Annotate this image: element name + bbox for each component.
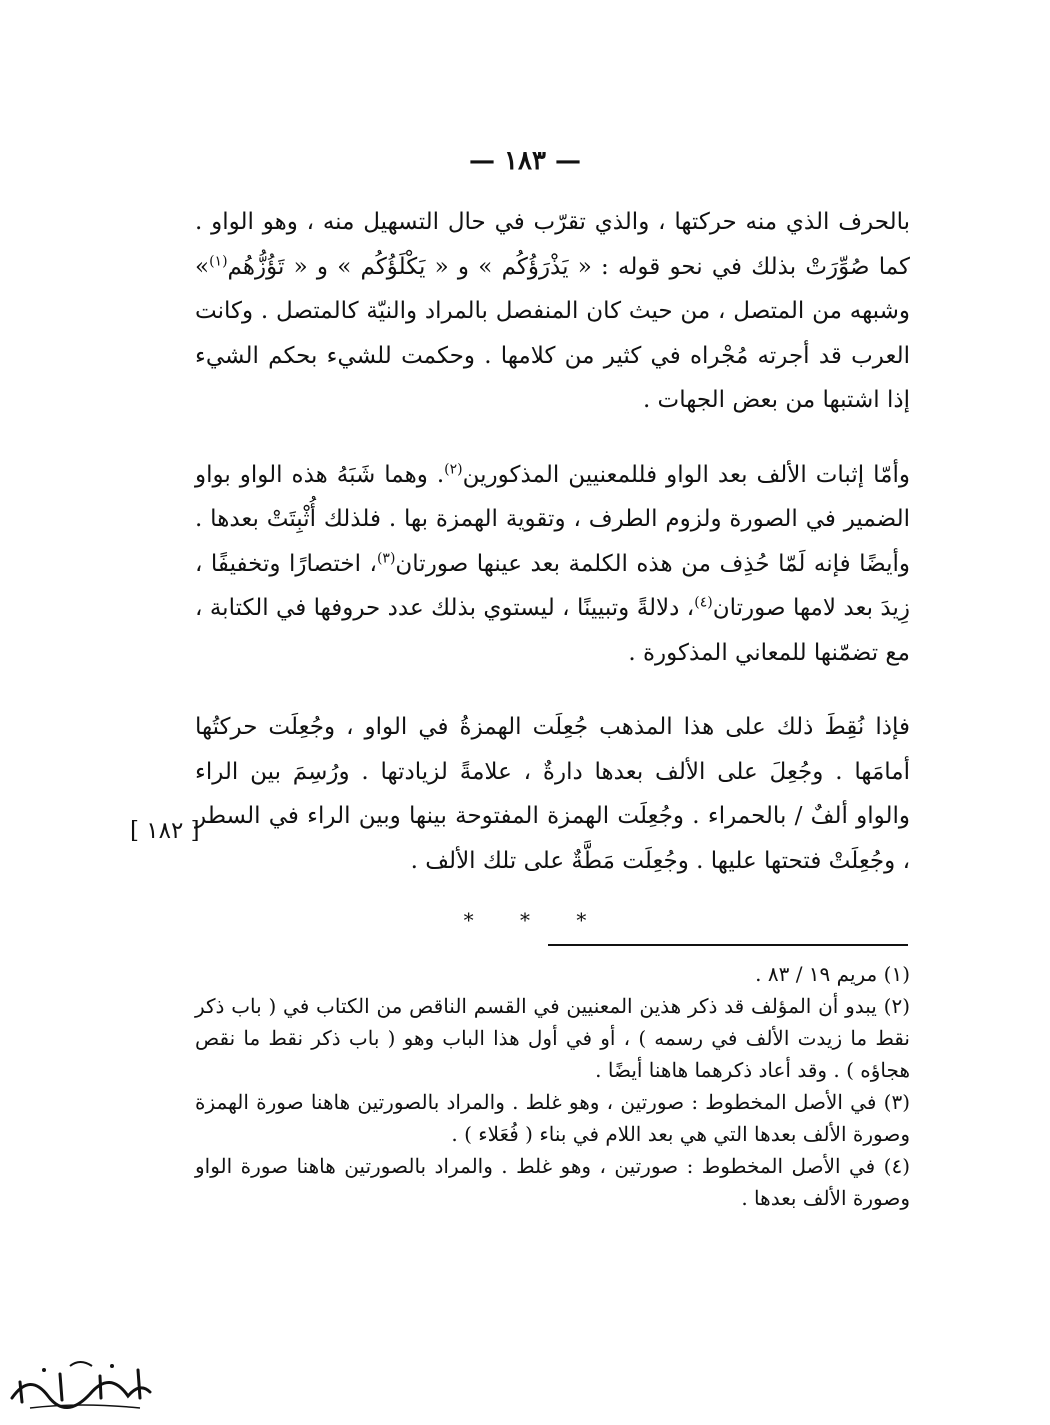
paragraph-1-text-cont: » وشبهه من المتصل ، من حيث كان المنفصل بالمراد والنيّة كالمتصل . وكانت العرب قد أجرته مُجْراه في كثير من كلامها . وحكمت للشيء بحكم الشيء إذا اشتبها من بعض الجهات . [195,253,910,413]
footnote-4: (٤) في الأصل المخطوط : صورتين ، وهو غلط . والمراد بالصورتين هاهنا صورة الواو وصورة الألف بعدها . [195,1154,910,1210]
paragraph-1-text: بالحرف الذي منه حركتها ، والذي تقرّب في حال التسهيل منه ، وهو الواو . كما صُوِّرَتْ بذلك في نحو قوله : « يَذْرَؤُكُم » و « يَكْلَؤُكُم » و « تَؤُزُّهُم [195,209,910,280]
paragraph-2 [195,453,910,676]
main-text [195,200,910,883]
footnote-1: (١) مريم ١٩ / ٨٣ . [755,962,910,986]
paragraph-2-text-cont2: ، اختصارًا وتخفيفًا ، زِيدَ بعد لامها صورتان [195,550,910,621]
section-separator: * * * [463,908,587,932]
paragraph-2-text: وأمّا إثبات الألف بعد الواو فللمعنيين المذكورين [462,461,910,488]
footnotes [195,958,910,1214]
footnote-3: (٣) في الأصل المخطوط : صورتين ، وهو غلط . والمراد بالصورتين هاهنا صورة الهمزة وصورة الألف بعدها التي هي بعد اللام في بناء ( فُعَلاء ) . [195,1090,910,1146]
paragraph-2-text-cont: . وهما شَبَهُ هذه الواو بواو الضمير في الصورة ولزوم الطرف ، وتقوية الهمزة بها . فلذلك أُثْبِتَتْ بعدها . وأيضًا فإنه لَمّا حُذِف من هذه الكلمة بعد عينها صورتان [195,461,910,577]
paragraph-1 [195,200,910,423]
footnote-ref-2: (٢) [444,460,463,477]
footnote-rule [548,944,908,946]
paragraph-3-text: فإذا نُقِطَ ذلك على هذا المذهب جُعِلَت الهمزةُ في الواو ، وجُعِلَت حركتُها أمامَها . وجُعِلَ على الألف بعدها دارةٌ ، علامةً لزيادتها . ورُسِمَ بين الراء والواو ألفٌ / بالحمراء . وجُعِلَت الهمزة المفتوحة بينها وبين الراء في السطر ، وجُعِلَتْ فتحتها عليها . وجُعِلَت مَطَّةٌ على تلك الألف . [195,714,910,874]
footnote-ref-3: (٣) [376,549,396,566]
footnote-ref-4: (٤) [694,594,713,611]
footnote-ref-1: (١) [209,252,228,269]
footnote-2: (٢) يبدو أن المؤلف قد ذكر هذين المعنيين في القسم الناقص من الكتاب في ( باب ذكر نقط ما زيدت الألف في رسمه ) ، أو في أول هذا الباب وهو ( باب ذكر نقط ما نقص هجاؤه ) . وقد أعاد ذكرهما هاهنا أيضًا . [195,994,910,1082]
manuscript-page-reference: [ ١٨٢ ] [130,818,200,844]
page-number: — ١٨٣ — [468,146,582,176]
paragraph-2-text-cont3: ، دلالةً وتبيينًا ، ليستوي بذلك عدد حروفها في الكتابة ، مع تضمّنها للمعاني المذكورة . [195,595,910,666]
publisher-seal-logo [0,1352,160,1412]
paragraph-3 [195,705,910,883]
